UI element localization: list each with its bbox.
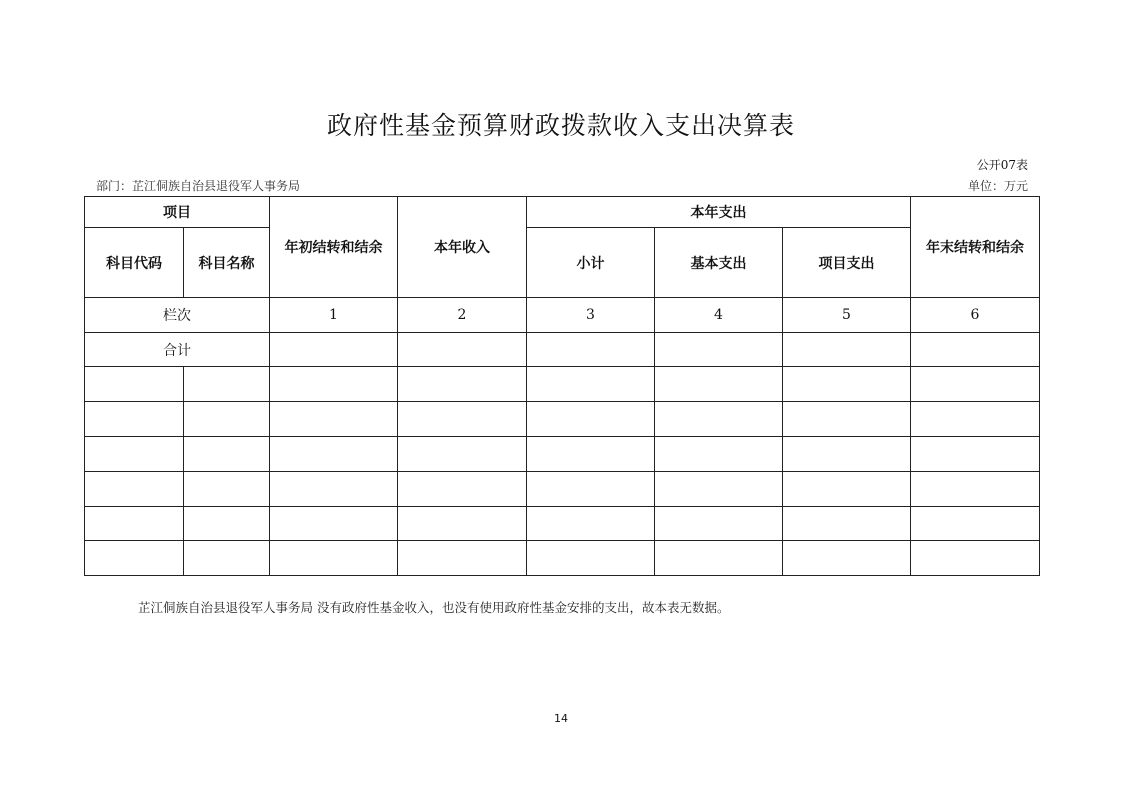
table-cell bbox=[783, 437, 911, 472]
header-expense: 本年支出 bbox=[527, 197, 911, 228]
header-subtotal: 小计 bbox=[527, 228, 655, 298]
table-cell bbox=[527, 472, 655, 507]
header-income: 本年收入 bbox=[398, 197, 527, 298]
row-label-column: 栏次 bbox=[85, 298, 270, 333]
table-row bbox=[85, 402, 1040, 437]
col-number: 5 bbox=[783, 298, 911, 333]
table-cell bbox=[655, 541, 783, 576]
table-cell bbox=[783, 402, 911, 437]
table-cell bbox=[783, 541, 911, 576]
col-number: 3 bbox=[527, 298, 655, 333]
table-cell bbox=[398, 333, 527, 367]
table-cell bbox=[783, 367, 911, 402]
table-cell bbox=[85, 402, 184, 437]
table-cell bbox=[527, 541, 655, 576]
table-cell bbox=[911, 402, 1040, 437]
page-title: 政府性基金预算财政拨款收入支出决算表 bbox=[326, 111, 795, 140]
table-cell bbox=[398, 507, 527, 541]
table-cell bbox=[398, 402, 527, 437]
table-cell bbox=[270, 333, 398, 367]
table-cell bbox=[527, 507, 655, 541]
table-cell bbox=[184, 472, 270, 507]
table-cell bbox=[655, 472, 783, 507]
col-number: 2 bbox=[398, 298, 527, 333]
header-code: 科目代码 bbox=[85, 228, 184, 298]
table-cell bbox=[655, 367, 783, 402]
table-cell bbox=[911, 507, 1040, 541]
table-cell bbox=[527, 437, 655, 472]
header-item: 项目 bbox=[85, 197, 270, 228]
table-cell bbox=[783, 472, 911, 507]
page-number: 14 bbox=[554, 712, 568, 725]
table-row bbox=[85, 472, 1040, 507]
table-cell bbox=[783, 507, 911, 541]
table-cell bbox=[398, 437, 527, 472]
table-row bbox=[85, 507, 1040, 541]
form-number: 公开07表 bbox=[976, 158, 1028, 172]
department-label: 部门：芷江侗族自治县退役军人事务局 bbox=[96, 179, 301, 193]
table-cell bbox=[85, 367, 184, 402]
table-cell bbox=[270, 472, 398, 507]
header-row-1 bbox=[85, 197, 1040, 228]
header-project-expense: 项目支出 bbox=[783, 228, 911, 298]
budget-table bbox=[84, 196, 1040, 576]
header-begin-balance: 年初结转和结余 bbox=[270, 197, 398, 298]
table-cell bbox=[270, 437, 398, 472]
table-cell bbox=[184, 437, 270, 472]
table-cell bbox=[85, 507, 184, 541]
table-cell bbox=[911, 333, 1040, 367]
table-cell bbox=[911, 437, 1040, 472]
table-cell bbox=[655, 333, 783, 367]
table-cell bbox=[655, 402, 783, 437]
header-name: 科目名称 bbox=[184, 228, 270, 298]
row-label-total: 合计 bbox=[85, 333, 270, 367]
table-row bbox=[85, 541, 1040, 576]
table-cell bbox=[85, 437, 184, 472]
table-row bbox=[85, 367, 1040, 402]
header-row-2 bbox=[85, 228, 1040, 298]
table-cell bbox=[398, 472, 527, 507]
header-end-balance: 年末结转和结余 bbox=[911, 197, 1040, 298]
table-row bbox=[85, 437, 1040, 472]
table-cell bbox=[184, 367, 270, 402]
table-cell bbox=[184, 541, 270, 576]
total-row bbox=[85, 333, 1040, 367]
table-cell bbox=[911, 367, 1040, 402]
table-cell bbox=[270, 402, 398, 437]
header-basic-expense: 基本支出 bbox=[655, 228, 783, 298]
table-cell bbox=[911, 472, 1040, 507]
table-cell bbox=[398, 541, 527, 576]
table-cell bbox=[398, 367, 527, 402]
table-cell bbox=[527, 367, 655, 402]
table-cell bbox=[85, 472, 184, 507]
table-cell bbox=[655, 507, 783, 541]
column-number-row bbox=[85, 298, 1040, 333]
table-cell bbox=[184, 402, 270, 437]
table-cell bbox=[85, 541, 184, 576]
col-number: 4 bbox=[655, 298, 783, 333]
table-cell bbox=[527, 333, 655, 367]
table-cell bbox=[270, 507, 398, 541]
table-cell bbox=[184, 507, 270, 541]
table-cell bbox=[911, 541, 1040, 576]
col-number: 6 bbox=[911, 298, 1040, 333]
table-cell bbox=[270, 541, 398, 576]
table-cell bbox=[270, 367, 398, 402]
unit-label: 单位：万元 bbox=[967, 179, 1028, 193]
table-cell bbox=[783, 333, 911, 367]
table-cell bbox=[527, 402, 655, 437]
col-number: 1 bbox=[270, 298, 398, 333]
table-cell bbox=[655, 437, 783, 472]
footnote: 芷江侗族自治县退役军人事务局 没有政府性基金收入，也没有使用政府性基金安排的支出，故本表无数据。 bbox=[138, 600, 730, 615]
